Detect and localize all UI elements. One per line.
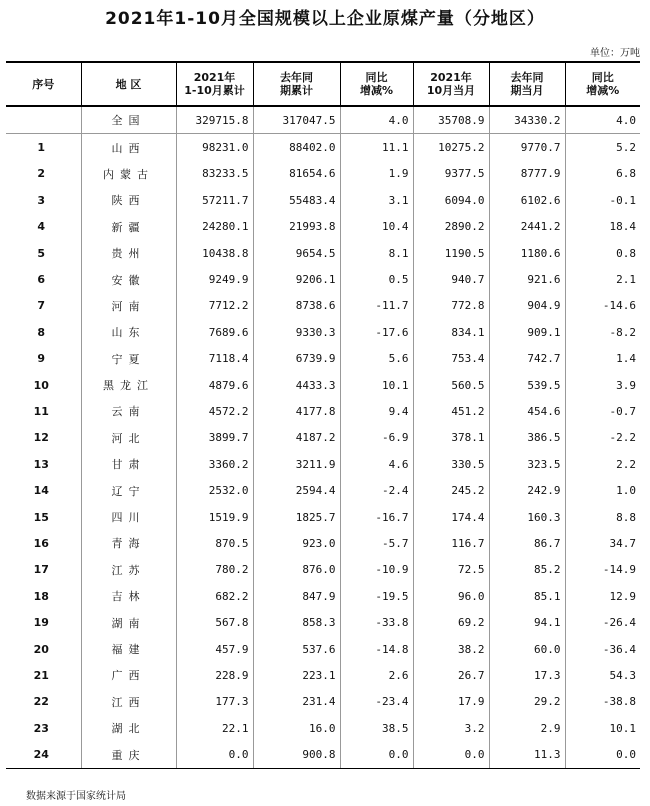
coal-production-table (6, 61, 640, 769)
cumulative-prev: 900.8 (253, 741, 340, 768)
cumulative-prev: 9206.1 (253, 266, 340, 292)
row-number: 3 (37, 193, 46, 207)
month-yoy: -0.7 (565, 398, 640, 424)
cumulative-2021: 22.1 (176, 715, 253, 741)
month-2021: 245.2 (413, 477, 489, 503)
month-prev: 160.3 (489, 504, 565, 530)
unit-label: 单位：万吨 (590, 48, 640, 59)
month-2021: 10275.2 (413, 134, 489, 161)
table-row (6, 266, 640, 292)
region-name: 安徽 (81, 266, 176, 292)
month-2021: 72.5 (413, 557, 489, 583)
cumulative-prev: 16.0 (253, 715, 340, 741)
header-row (6, 62, 640, 106)
row-number: 6 (37, 273, 46, 287)
cumulative-2021: 0.0 (176, 741, 253, 768)
row-number: 16 (33, 536, 49, 550)
month-2021: 174.4 (413, 504, 489, 530)
month-prev: 454.6 (489, 398, 565, 424)
cumulative-prev: 9654.5 (253, 240, 340, 266)
header-cell-cumulative-2021: 2021年 1-10月累计 (176, 62, 253, 106)
month-prev: 8777.9 (489, 161, 565, 187)
month-prev: 94.1 (489, 609, 565, 635)
table-row (6, 240, 640, 266)
month-yoy: 5.2 (565, 134, 640, 161)
region-name: 湖北 (81, 715, 176, 741)
month-2021: 560.5 (413, 372, 489, 398)
row-number: 14 (33, 484, 49, 498)
header-cell-region: 地 区 (81, 62, 176, 106)
header-cell-no: 序号 (6, 62, 81, 106)
cumulative-2021: 7712.2 (176, 293, 253, 319)
row-number: 24 (6, 741, 81, 768)
month-prev: 9770.7 (489, 134, 565, 161)
row-number: 17 (33, 563, 49, 577)
region-name: 河南 (81, 293, 176, 319)
region-name: 河北 (81, 425, 176, 451)
month-prev: 1180.6 (489, 240, 565, 266)
row-number: 7 (37, 299, 46, 313)
cumulative-2021: 24280.1 (176, 214, 253, 240)
region-name: 江苏 (81, 557, 176, 583)
month-yoy: 4.0 (565, 106, 640, 134)
cumulative-prev: 847.9 (253, 583, 340, 609)
source-note: 数据来源于国家统计局 (26, 791, 126, 802)
month-prev: 242.9 (489, 477, 565, 503)
region-name: 广西 (81, 662, 176, 688)
month-yoy: 18.4 (565, 214, 640, 240)
cumulative-prev: 9330.3 (253, 319, 340, 345)
row-number: 21 (33, 668, 49, 682)
month-prev: 85.1 (489, 583, 565, 609)
cumulative-2021: 870.5 (176, 530, 253, 556)
month-2021: 834.1 (413, 319, 489, 345)
month-yoy: -26.4 (565, 609, 640, 635)
month-prev: 323.5 (489, 451, 565, 477)
cumulative-2021: 228.9 (176, 662, 253, 688)
cumulative-yoy: -17.6 (340, 319, 413, 345)
row-number: 1 (37, 141, 46, 155)
cumulative-2021: 2532.0 (176, 477, 253, 503)
table-row-total (6, 106, 640, 134)
month-yoy: 3.9 (565, 372, 640, 398)
cumulative-2021: 567.8 (176, 609, 253, 635)
month-2021: 35708.9 (413, 106, 489, 134)
row-number: 22 (33, 695, 49, 709)
table-row (6, 477, 640, 503)
cumulative-2021: 57211.7 (176, 187, 253, 213)
region-name: 江西 (81, 689, 176, 715)
table-row (6, 372, 640, 398)
header-cell-cumulative-prev: 去年同 期累计 (253, 62, 340, 106)
month-2021: 940.7 (413, 266, 489, 292)
cumulative-yoy: -11.7 (340, 293, 413, 319)
row-number (6, 106, 81, 134)
month-2021: 116.7 (413, 530, 489, 556)
month-prev: 921.6 (489, 266, 565, 292)
month-yoy: 54.3 (565, 662, 640, 688)
cumulative-2021: 1519.9 (176, 504, 253, 530)
month-prev: 2441.2 (489, 214, 565, 240)
month-prev: 539.5 (489, 372, 565, 398)
row-number: 10 (33, 378, 49, 392)
cumulative-prev: 4177.8 (253, 398, 340, 424)
region-name: 山西 (81, 134, 176, 161)
month-prev: 34330.2 (489, 106, 565, 134)
cumulative-2021: 4879.6 (176, 372, 253, 398)
cumulative-prev: 317047.5 (253, 106, 340, 134)
cumulative-2021: 177.3 (176, 689, 253, 715)
row-number: 8 (37, 325, 46, 339)
table-row (6, 161, 640, 187)
table-row (6, 609, 640, 635)
month-yoy: -14.6 (565, 293, 640, 319)
region-name: 新疆 (81, 214, 176, 240)
cumulative-prev: 88402.0 (253, 134, 340, 161)
month-yoy: 0.8 (565, 240, 640, 266)
month-2021: 330.5 (413, 451, 489, 477)
table-row (6, 557, 640, 583)
cumulative-yoy: -33.8 (340, 609, 413, 635)
cumulative-prev: 6739.9 (253, 346, 340, 372)
month-2021: 378.1 (413, 425, 489, 451)
cumulative-prev: 1825.7 (253, 504, 340, 530)
cumulative-yoy: 4.0 (340, 106, 413, 134)
cumulative-prev: 223.1 (253, 662, 340, 688)
header-cell-month-prev: 去年同 期当月 (489, 62, 565, 106)
month-2021: 451.2 (413, 398, 489, 424)
month-yoy: 6.8 (565, 161, 640, 187)
table-row (6, 583, 640, 609)
month-prev: 904.9 (489, 293, 565, 319)
cumulative-yoy: -10.9 (340, 557, 413, 583)
table-row (6, 451, 640, 477)
region-name: 黑龙江 (81, 372, 176, 398)
month-yoy: -8.2 (565, 319, 640, 345)
month-2021: 96.0 (413, 583, 489, 609)
cumulative-prev: 21993.8 (253, 214, 340, 240)
cumulative-yoy: 4.6 (340, 451, 413, 477)
cumulative-yoy: 0.5 (340, 266, 413, 292)
table-row (6, 530, 640, 556)
month-prev: 742.7 (489, 346, 565, 372)
row-number: 2 (37, 167, 46, 181)
cumulative-yoy: 10.1 (340, 372, 413, 398)
month-2021: 17.9 (413, 689, 489, 715)
cumulative-yoy: -23.4 (340, 689, 413, 715)
month-yoy: -38.8 (565, 689, 640, 715)
cumulative-prev: 876.0 (253, 557, 340, 583)
month-2021: 2890.2 (413, 214, 489, 240)
month-prev: 11.3 (489, 741, 565, 768)
row-number: 19 (33, 616, 49, 630)
header-cell-month-2021: 2021年 10月当月 (413, 62, 489, 106)
month-2021: 38.2 (413, 636, 489, 662)
cumulative-prev: 55483.4 (253, 187, 340, 213)
month-prev: 386.5 (489, 425, 565, 451)
month-2021: 26.7 (413, 662, 489, 688)
cumulative-2021: 4572.2 (176, 398, 253, 424)
month-2021: 0.0 (413, 741, 489, 768)
row-number: 20 (33, 642, 49, 656)
month-prev: 6102.6 (489, 187, 565, 213)
row-number: 12 (33, 431, 49, 445)
cumulative-yoy: 2.6 (340, 662, 413, 688)
month-prev: 85.2 (489, 557, 565, 583)
region-name: 贵州 (81, 240, 176, 266)
cumulative-yoy: 8.1 (340, 240, 413, 266)
cumulative-yoy: 38.5 (340, 715, 413, 741)
cumulative-prev: 923.0 (253, 530, 340, 556)
cumulative-yoy: 5.6 (340, 346, 413, 372)
month-2021: 6094.0 (413, 187, 489, 213)
month-yoy: 0.0 (565, 741, 640, 768)
month-yoy: -14.9 (565, 557, 640, 583)
region-name: 山东 (81, 319, 176, 345)
cumulative-2021: 3899.7 (176, 425, 253, 451)
month-prev: 17.3 (489, 662, 565, 688)
cumulative-yoy: 11.1 (340, 134, 413, 161)
cumulative-yoy: 3.1 (340, 187, 413, 213)
region-name: 福建 (81, 636, 176, 662)
cumulative-prev: 231.4 (253, 689, 340, 715)
row-number: 15 (33, 510, 49, 524)
month-yoy: -2.2 (565, 425, 640, 451)
month-yoy: 34.7 (565, 530, 640, 556)
header-cell-month-yoy: 同比 增减% (565, 62, 640, 106)
region-name: 陕西 (81, 187, 176, 213)
month-2021: 69.2 (413, 609, 489, 635)
month-yoy: 1.4 (565, 346, 640, 372)
region-name: 重庆 (81, 741, 176, 768)
cumulative-prev: 537.6 (253, 636, 340, 662)
month-yoy: 2.2 (565, 451, 640, 477)
cumulative-2021: 7689.6 (176, 319, 253, 345)
row-number: 23 (33, 721, 49, 735)
cumulative-yoy: 1.9 (340, 161, 413, 187)
table-row (6, 214, 640, 240)
month-yoy: 12.9 (565, 583, 640, 609)
row-number: 9 (37, 352, 46, 366)
cumulative-yoy: -6.9 (340, 425, 413, 451)
row-number: 18 (33, 589, 49, 603)
table-row (6, 319, 640, 345)
month-yoy: 8.8 (565, 504, 640, 530)
cumulative-yoy: -16.7 (340, 504, 413, 530)
region-name: 甘肃 (81, 451, 176, 477)
region-name: 四川 (81, 504, 176, 530)
cumulative-yoy: -2.4 (340, 477, 413, 503)
table-row (6, 293, 640, 319)
row-number: 13 (33, 457, 49, 471)
month-2021: 9377.5 (413, 161, 489, 187)
cumulative-prev: 4433.3 (253, 372, 340, 398)
cumulative-2021: 83233.5 (176, 161, 253, 187)
cumulative-prev: 4187.2 (253, 425, 340, 451)
cumulative-yoy: -14.8 (340, 636, 413, 662)
month-prev: 29.2 (489, 689, 565, 715)
cumulative-yoy: 9.4 (340, 398, 413, 424)
month-yoy: 1.0 (565, 477, 640, 503)
month-prev: 86.7 (489, 530, 565, 556)
cumulative-yoy: -19.5 (340, 583, 413, 609)
month-2021: 772.8 (413, 293, 489, 319)
page-title: 2021年1-10月全国规模以上企业原煤产量（分地区） (105, 9, 545, 29)
cumulative-2021: 682.2 (176, 583, 253, 609)
month-2021: 1190.5 (413, 240, 489, 266)
cumulative-2021: 329715.8 (176, 106, 253, 134)
cumulative-2021: 780.2 (176, 557, 253, 583)
table-row (6, 134, 640, 161)
cumulative-2021: 7118.4 (176, 346, 253, 372)
table-row (6, 715, 640, 741)
month-2021: 3.2 (413, 715, 489, 741)
region-name: 辽宁 (81, 477, 176, 503)
month-prev: 2.9 (489, 715, 565, 741)
table-row (6, 187, 640, 213)
cumulative-yoy: 0.0 (340, 741, 413, 768)
month-yoy: -0.1 (565, 187, 640, 213)
cumulative-prev: 2594.4 (253, 477, 340, 503)
table-row (6, 346, 640, 372)
region-name: 吉林 (81, 583, 176, 609)
region-name: 湖南 (81, 609, 176, 635)
table-row (6, 689, 640, 715)
cumulative-2021: 457.9 (176, 636, 253, 662)
region-name: 全国 (81, 106, 176, 134)
table-row (6, 741, 640, 768)
month-yoy: 10.1 (565, 715, 640, 741)
row-number: 4 (37, 220, 46, 234)
cumulative-2021: 10438.8 (176, 240, 253, 266)
cumulative-2021: 9249.9 (176, 266, 253, 292)
cumulative-prev: 3211.9 (253, 451, 340, 477)
month-2021: 753.4 (413, 346, 489, 372)
table-row (6, 504, 640, 530)
region-name: 青海 (81, 530, 176, 556)
table-row (6, 398, 640, 424)
cumulative-prev: 81654.6 (253, 161, 340, 187)
cumulative-yoy: 10.4 (340, 214, 413, 240)
month-yoy: -36.4 (565, 636, 640, 662)
cumulative-2021: 3360.2 (176, 451, 253, 477)
month-yoy: 2.1 (565, 266, 640, 292)
region-name: 宁夏 (81, 346, 176, 372)
region-name: 内蒙古 (81, 161, 176, 187)
row-number: 5 (37, 246, 46, 260)
row-number: 11 (33, 404, 49, 418)
month-prev: 909.1 (489, 319, 565, 345)
table-row (6, 636, 640, 662)
table-row (6, 662, 640, 688)
cumulative-prev: 858.3 (253, 609, 340, 635)
table-row (6, 425, 640, 451)
cumulative-prev: 8738.6 (253, 293, 340, 319)
cumulative-yoy: -5.7 (340, 530, 413, 556)
header-cell-cumulative-yoy: 同比 增减% (340, 62, 413, 106)
region-name: 云南 (81, 398, 176, 424)
month-prev: 60.0 (489, 636, 565, 662)
cumulative-2021: 98231.0 (176, 134, 253, 161)
